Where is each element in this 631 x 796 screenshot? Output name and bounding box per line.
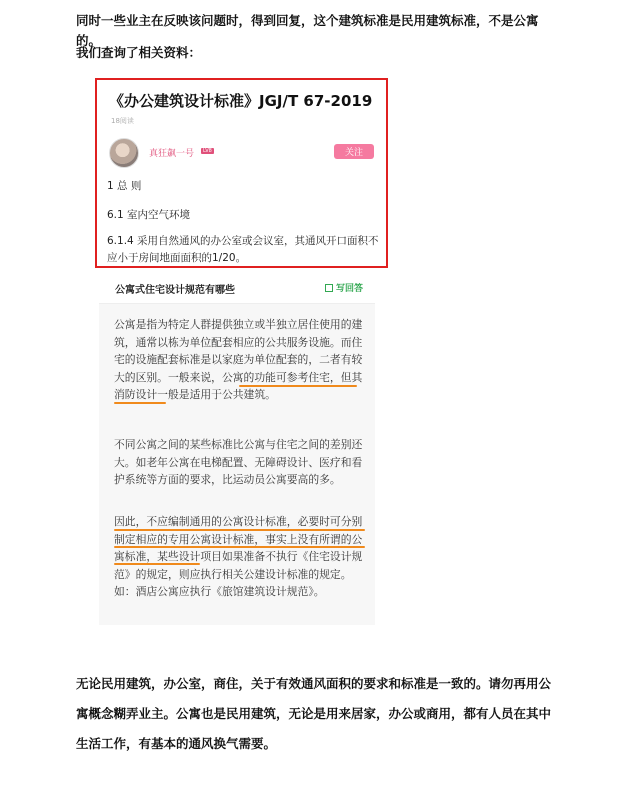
highlight-underline	[114, 529, 365, 531]
highlight-underline	[114, 546, 365, 548]
write-answer-button[interactable]	[325, 281, 363, 294]
highlight-underline	[114, 563, 200, 565]
follow-button[interactable]: 关注	[334, 144, 374, 159]
level-badge: LV8	[203, 148, 212, 154]
qa-card	[99, 273, 375, 625]
clause-text: 6.1.4 采用自然通风的办公室或会议室，其通风开口面积不应小于房间地面面积的1/20。	[107, 235, 379, 264]
card-title: 《办公建筑设计标准》JGJ/T 67-2019	[109, 92, 373, 110]
answer-paragraph-1: 公寓是指为特定人群提供独立或半独立居住使用的建筑，通常以栋为单位配套相应的公共服务设施。而住宅的设施配套标准是以家庭为单位配套的，二者有较大的区别。一般来说，公寓的功能可参考住宅，但其消防设计一般是适用于公共建筑。	[114, 318, 363, 401]
section-heading: 6.1 室内空气环境	[107, 209, 191, 221]
write-answer-label: 写回答	[335, 284, 363, 294]
conclusion-text: 无论民用建筑，办公室，商住，关于有效通风面积的要求和标准是一致的。请勿再用公寓概念糊弄业主。公寓也是民用建筑，无论是用来居家，办公或商用，都有人员在其中生活工作，有基本的通风换气需要。	[76, 676, 552, 751]
chapter-heading: 1 总 则	[107, 180, 142, 192]
answer-paragraph-2: 不同公寓之间的某些标准比公寓与住宅之间的差别还大。如老年公寓在电梯配置、无障碍设计、医疗和看护系统等方面的要求，比运动员公寓要高的多。	[114, 438, 363, 486]
avatar[interactable]	[109, 138, 139, 168]
edit-icon	[325, 284, 333, 292]
qa-header	[99, 273, 375, 304]
read-count: 18阅读	[111, 117, 134, 125]
intro-line-1: 同时一些业主在反映该问题时，得到回复，这个建筑标准是民用建筑标准，不是公寓的。	[76, 13, 539, 48]
highlight-underline	[239, 385, 357, 387]
intro-line-2: 我们查询了相关资料：	[76, 45, 202, 60]
question-title[interactable]: 公寓式住宅设计规范有哪些	[115, 285, 235, 296]
highlight-underline	[114, 402, 166, 404]
answer-paragraph-3: 因此，不应编制通用的公寓设计标准，必要时可分别制定相应的专用公寓设计标准，事实上没有所谓的公寓标准，某些设计项目如果准备不执行《住宅设计规范》的规定，则应执行相关公建设计标准的规定。如：酒店公寓应执行《旅馆建筑设计规范》。	[114, 515, 363, 598]
office-standard-card	[95, 78, 388, 268]
author-name[interactable]: 真狂飙一号	[149, 149, 195, 159]
